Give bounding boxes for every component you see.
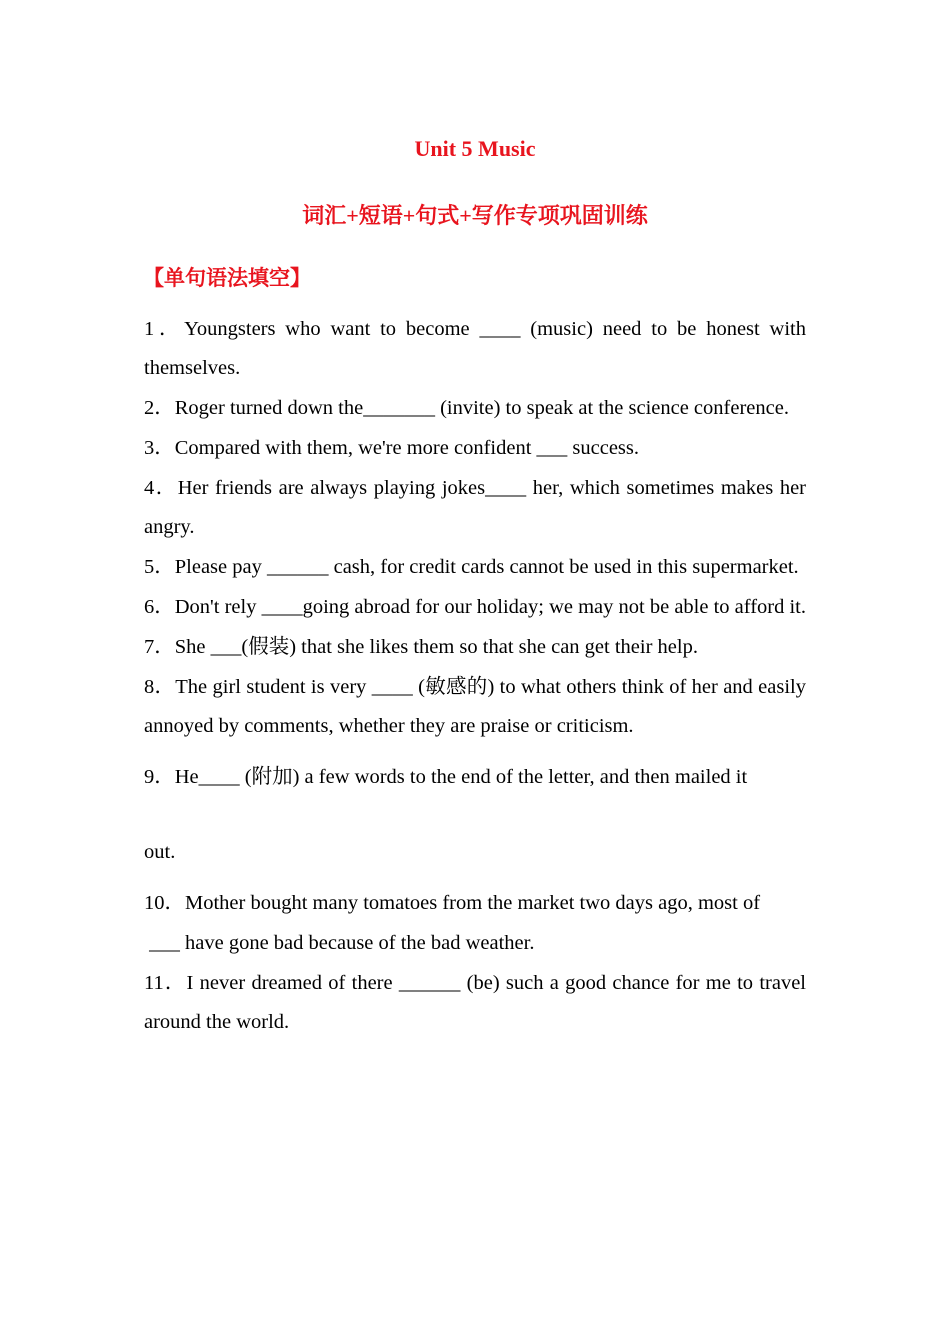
exercise-item-7: 7．She ___(假装) that she likes them so that she can get their help. [144,636,698,658]
exercise-item-9: 9．He____ (附加) a few words to the end of the letter, and then mailed it [144,766,748,788]
exercise-item-9-continued: out. [144,841,176,863]
exercise-item-6: 6．Don't rely ____going abroad for our holiday; we may not be able to afford it. [144,596,807,618]
exercise-item-4: 4．Her friends are always playing jokes____ her, which sometimes makes her angry. [144,477,806,538]
exercise-item-10-continued: ___ have gone bad because of the bad weather. [144,932,535,954]
spacer [144,798,806,833]
exercise-item-5: 5．Please pay ______ cash, for credit cards cannot be used in this supermarket. [144,556,799,578]
exercise-item-8: 8．The girl student is very ____ (敏感的) to what others think of her and easily annoyed by comments, whether they are praise or criticism. [144,676,806,737]
document-title: Unit 5 Music [414,136,536,161]
exercise-item-3: 3．Compared with them, we're more confident ___ success. [144,437,639,459]
exercise-item-11: 11．I never dreamed of there ______ (be) such a good chance for me to travel around the world. [144,972,806,1033]
exercise-list [144,310,806,1043]
document-subtitle: 词汇+短语+句式+写作专项巩固训练 [302,203,648,228]
exercise-item-2: 2．Roger turned down the_______ (invite) to speak at the science conference. [144,397,789,419]
exercise-item-1: 1．Youngsters who want to become ____ (music) need to be honest with themselves. [144,318,806,379]
section-heading: 【单句语法填空】 [143,266,311,290]
exercise-item-10: 10．Mother bought many tomatoes from the market two days ago, most of [144,892,761,914]
